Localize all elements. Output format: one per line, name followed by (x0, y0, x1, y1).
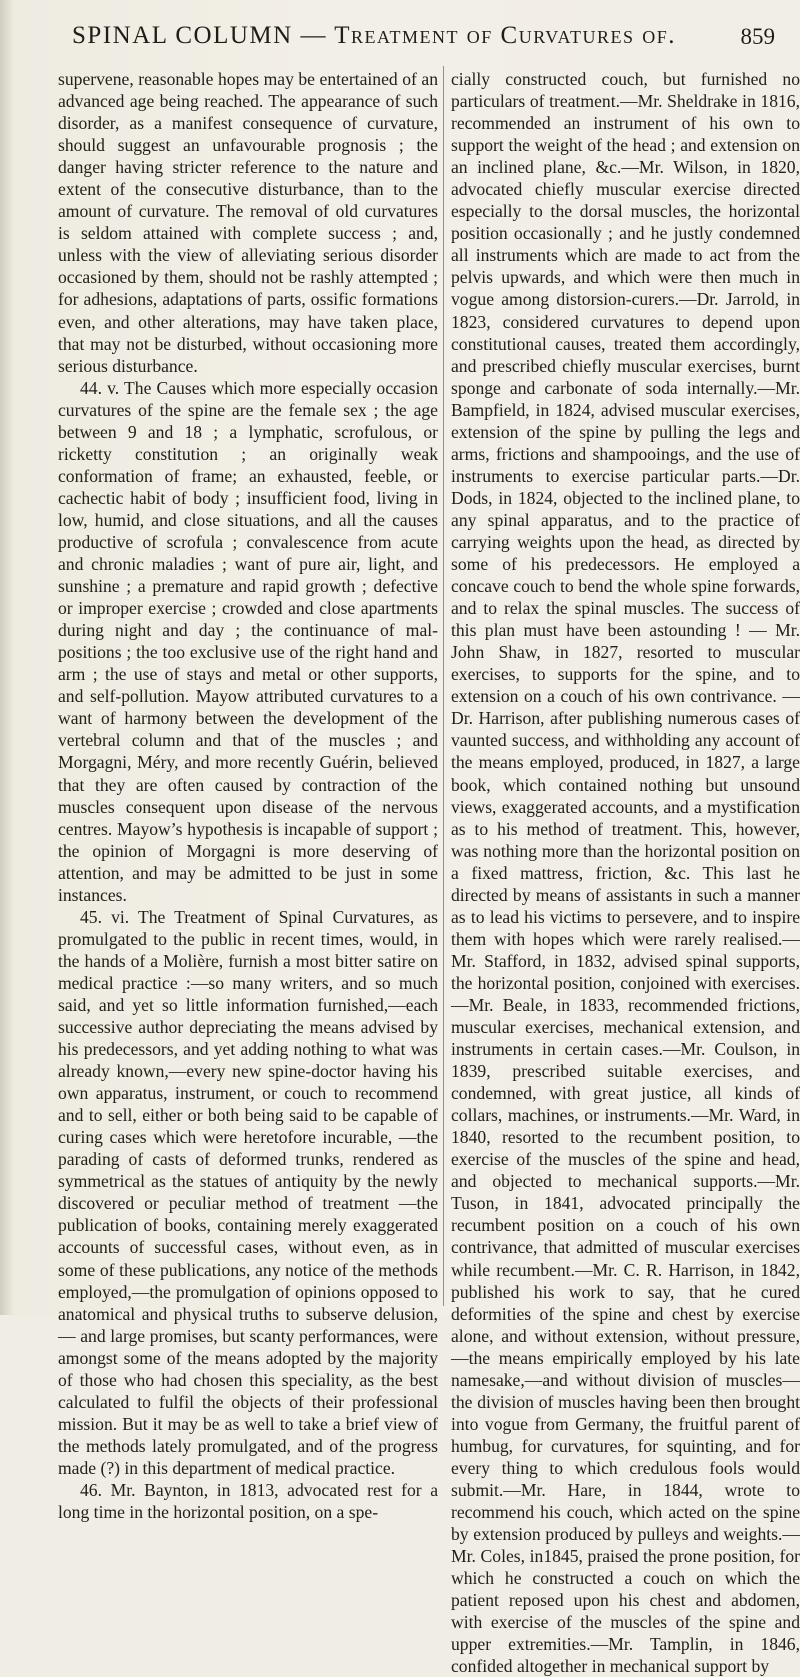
paragraph-45-treatment: 45. vi. The Treatment of Spinal Curvatures, as promulgated to the public in recent times, would, in the hands of a Molière, furnish a most bitter satire on medical practice :—so many writers, and so much said, and yet so little information furnished,—each successive author depreciating the means advised by his predecessors, and yet adding nothing to what was already known,—every new spine-doctor having his own apparatus, instrument, or couch to recommend and to sell, either or both being said to be capable of curing cases which were heretofore incurable, —the parading of casts of deformed trunks, rendered as symmetrical as the statues of antiquity by the newly discovered or peculiar method of treatment —the publication of books, containing merely exaggerated accounts of successful cases, without even, as in some of these publications, any notice of the methods employed,—the promulgation of opinions opposed to anatomical and physical truths to subserve delusion,— and large promises, but scanty performances, were amongst some of the means adopted by the majority of those who had chosen this speciality, as the best calculated to fulfil the objects of their professional mission. But it may be as well to take a brief view of the methods lately promulgated, and of the progress made (?) in this department of medical practice. (58, 906, 438, 1478)
running-head-title: SPINAL COLUMN — Treatment of Curvatures of. (72, 22, 676, 49)
running-head (10, 22, 775, 62)
paragraph-44-causes: 44. v. The Causes which more especially occasion curvatures of the spine are the female sex ; the age between 9 and 18 ; a lymphatic, scrofulous, or ricketty constitution ; an originally weak conformation of frame; an exhausted, feeble, or cachectic habit of body ; insufficient food, living in low, humid, and close situations, and all the causes productive of scrofula ; convalescence from acute and chronic maladies ; want of pure air, light, and sunshine ; a premature and rapid growth ; defective or improper exercise ; crowded and close apartments during night and day ; the continuance of mal-positions ; the too exclusive use of the right hand and arm ; the use of stays and metal or other supports, and self-pollution. Mayow attributed curvatures to a want of harmony between the development of the vertebral column and that of the muscles ; and Morgagni, Méry, and more recently Guérin, believed that they are often caused by contraction of the muscles consequent upon disease of the nervous centres. Mayow’s hypothesis is incapable of support ; the opinion of Morgagni is more deserving of attention, and may be admitted to be just in some instances. (58, 377, 438, 905)
left-column (58, 68, 438, 1523)
column-rule (443, 66, 444, 1306)
page-gutter-shadow (0, 0, 14, 1315)
paragraph-46-baynton: 46. Mr. Baynton, in 1813, advocated rest for a long time in the horizontal position, on a spe- (58, 1480, 438, 1523)
paragraph-continuation: supervene, reasonable hopes may be entertained of an advanced age being reached. The appearance of such disorder, as a manifest consequence of curvature, should suggest an unfavourable prognosis ; the danger having stricter reference to the nature and extent of the consecutive disturbance, than to the amount of curvature. The removal of old curvatures is seldom attained with complete success ; and, unless with the view of alleviating serious disorder occasioned by them, should not be rashly attempted ; for adhesions, adaptations of parts, ossific formations even, and other alterations, may have taken place, that may not be disturbed, without occasioning more serious disturbance. (58, 69, 438, 376)
right-column (451, 68, 800, 1677)
paragraph-46-continued: cially constructed couch, but furnished no particulars of treatment.—Mr. Sheldrake in 1816, recommended an instrument of his own to support the weight of the head ; and extension on an inclined plane, &c.—Mr. Wilson, in 1820, advocated chiefly muscular exercise directed especially to the dorsal muscles, the horizontal position occasionally ; and he justly condemned all instruments which are made to act from the pelvis upwards, and which were then much in vogue among distorsion-curers.—Dr. Jarrold, in 1823, considered curvatures to depend upon constitutional causes, treated them accordingly, and prescribed chiefly muscular exercises, burnt sponge and carbonate of soda internally.—Mr. Bampfield, in 1824, advised muscular exercises, extension of the spine by pulling the legs and arms, frictions and shampooings, and the use of instruments to exercise particular parts.—Dr. Dods, in 1824, objected to the inclined plane, to any spinal apparatus, and to the practice of carrying weights upon the head, as directed by some of his predecessors. He employed a concave couch to bend the whole spine forwards, and to relax the spinal muscles. The success of this plan must have been astounding ! — Mr. John Shaw, in 1827, resorted to muscular exercises, to supports for the spine, and to extension on a couch of his own contrivance. — Dr. Harrison, after publishing numerous cases of vaunted success, and withholding any account of the means employed, produced, in 1827, a large book, which contained nothing but unsound views, exaggerated accounts, and a mystification as to his method of treatment. This, however, was nothing more than the horizontal position on a fixed mattress, friction, &c. This last he directed by means of assistants in such a manner as to lead his victims to persevere, and to inspire them with hopes which were rarely realised.—Mr. Stafford, in 1832, advised spinal supports, the horizontal position, conjoined with exercises.—Mr. Beale, in 1833, recommended frictions, muscular exercises, mechanical extension, and instruments in certain cases.—Mr. Coulson, in 1839, prescribed suitable exercises, and condemned, with great justice, all kinds of collars, machines, or instruments.—Mr. Ward, in 1840, resorted to the recumbent position, to exercise of the muscles of the spine and head, and objected to mechanical supports.—Mr. Tuson, in 1841, advocated principally the recumbent position on a couch of his own contrivance, that admitted of muscular exercises while recumbent.—Mr. C. R. Harrison, in 1842, published his work to say, that he cured deformities of the spine and chest by exercise alone, and without extension, without pressure,—the means empirically employed by his late namesake,—and without division of muscles— the division of muscles having been then brought into vogue from Germany, the fruitful parent of humbug, for curvatures, for squinting, and for every thing to which credulous fools would submit.—Mr. Hare, in 1844, wrote to recommend his couch, which acted on the spine by extension produced by pulleys and weights.—Mr. Coles, in1845, praised the prone position, for which he constructed a couch on which the patient reposed upon his chest and abdomen, with exercise of the muscles of the spine and upper extremities.—Mr. Tamplin, in 1846, confided altogether in mechanical support by (451, 69, 800, 1677)
page-number: 859 (740, 24, 775, 49)
